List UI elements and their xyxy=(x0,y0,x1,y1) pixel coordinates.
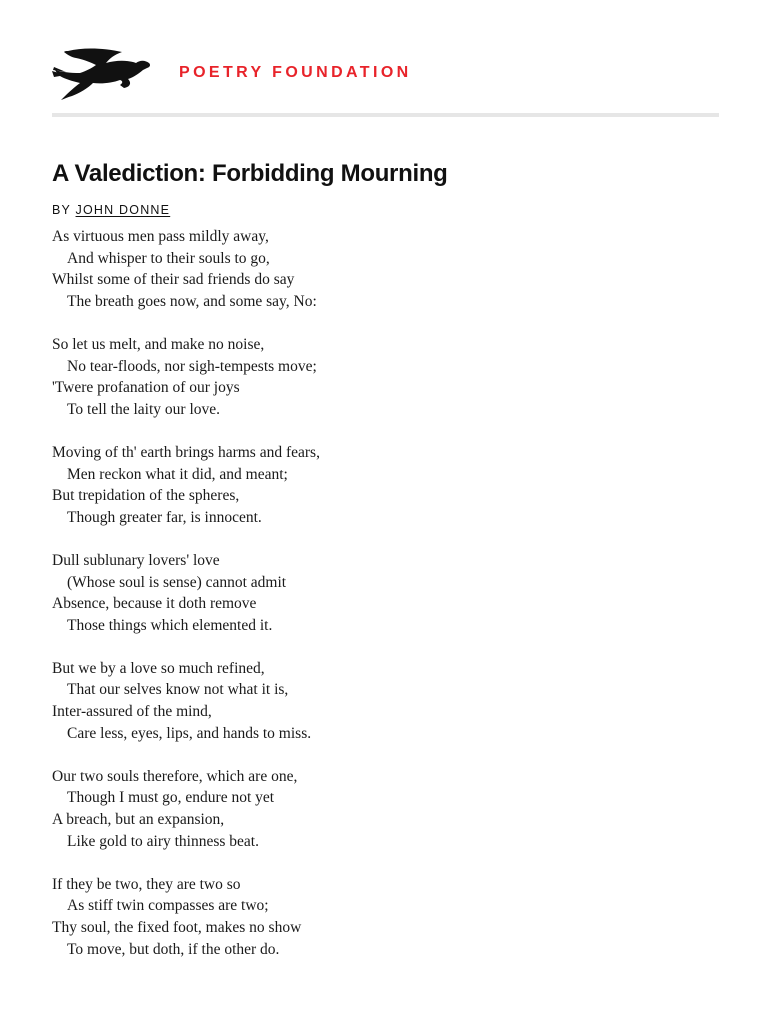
poem-line: Our two souls therefore, which are one, xyxy=(52,767,298,785)
pegasus-bird-logo-icon[interactable] xyxy=(52,46,152,100)
poem-line: 'Twere profanation of our joys xyxy=(52,379,240,397)
stanza xyxy=(52,226,712,312)
poem-line: (Whose soul is sense) cannot admit xyxy=(67,573,287,591)
poem-line: But trepidation of the spheres, xyxy=(52,487,240,505)
poem-line: Thy soul, the fixed foot, makes no show xyxy=(52,919,302,936)
header-divider xyxy=(52,113,719,117)
poem-line: Men reckon what it did, and meant; xyxy=(67,465,288,483)
poem-line: And whisper to their souls to go, xyxy=(67,249,270,267)
stanza xyxy=(52,658,712,744)
poem-line: As virtuous men pass mildly away, xyxy=(52,228,269,245)
poem-line: Moving of th' earth brings harms and fears, xyxy=(52,443,320,461)
poem-line: Absence, because it doth remove xyxy=(52,595,257,613)
brand-name[interactable]: POETRY FOUNDATION xyxy=(179,64,412,81)
poem-line: So let us melt, and make no noise, xyxy=(52,335,265,353)
stanza xyxy=(52,442,712,528)
poem-line: Whilst some of their sad friends do say xyxy=(52,271,295,289)
byline xyxy=(52,203,170,217)
poem-line: To tell the laity our love. xyxy=(67,400,221,418)
byline-prefix: BY xyxy=(52,203,71,217)
poem-line: Dull sublunary lovers' love xyxy=(52,551,220,569)
poem-line: That our selves know not what it is, xyxy=(67,681,289,699)
stanza xyxy=(52,334,712,420)
stanza xyxy=(52,874,712,960)
poem-body xyxy=(52,226,712,982)
poem-line: Though greater far, is innocent. xyxy=(67,508,262,526)
poem-line: The breath goes now, and some say, No: xyxy=(67,292,317,310)
poem-line: Those things which elemented it. xyxy=(67,616,273,634)
stanza xyxy=(52,766,712,852)
site-header xyxy=(52,44,719,100)
poem-line: No tear-floods, nor sigh-tempests move; xyxy=(67,357,317,375)
poem-line: Inter-assured of the mind, xyxy=(52,703,212,721)
poem-line: If they be two, they are two so xyxy=(52,875,241,893)
author-link[interactable]: JOHN DONNE xyxy=(75,203,171,217)
poem-line: Though I must go, endure not yet xyxy=(67,789,275,807)
stanza xyxy=(52,550,712,636)
poem-line: But we by a love so much refined, xyxy=(52,659,265,677)
poem-line: To move, but doth, if the other do. xyxy=(67,940,280,958)
poem-line: A breach, but an expansion, xyxy=(52,811,225,829)
poem-line: Like gold to airy thinness beat. xyxy=(67,832,259,850)
poem-line: Care less, eyes, lips, and hands to miss. xyxy=(67,724,312,742)
poem-line: As stiff twin compasses are two; xyxy=(67,897,269,915)
poem-title: A Valediction: Forbidding Mourning xyxy=(52,160,448,187)
